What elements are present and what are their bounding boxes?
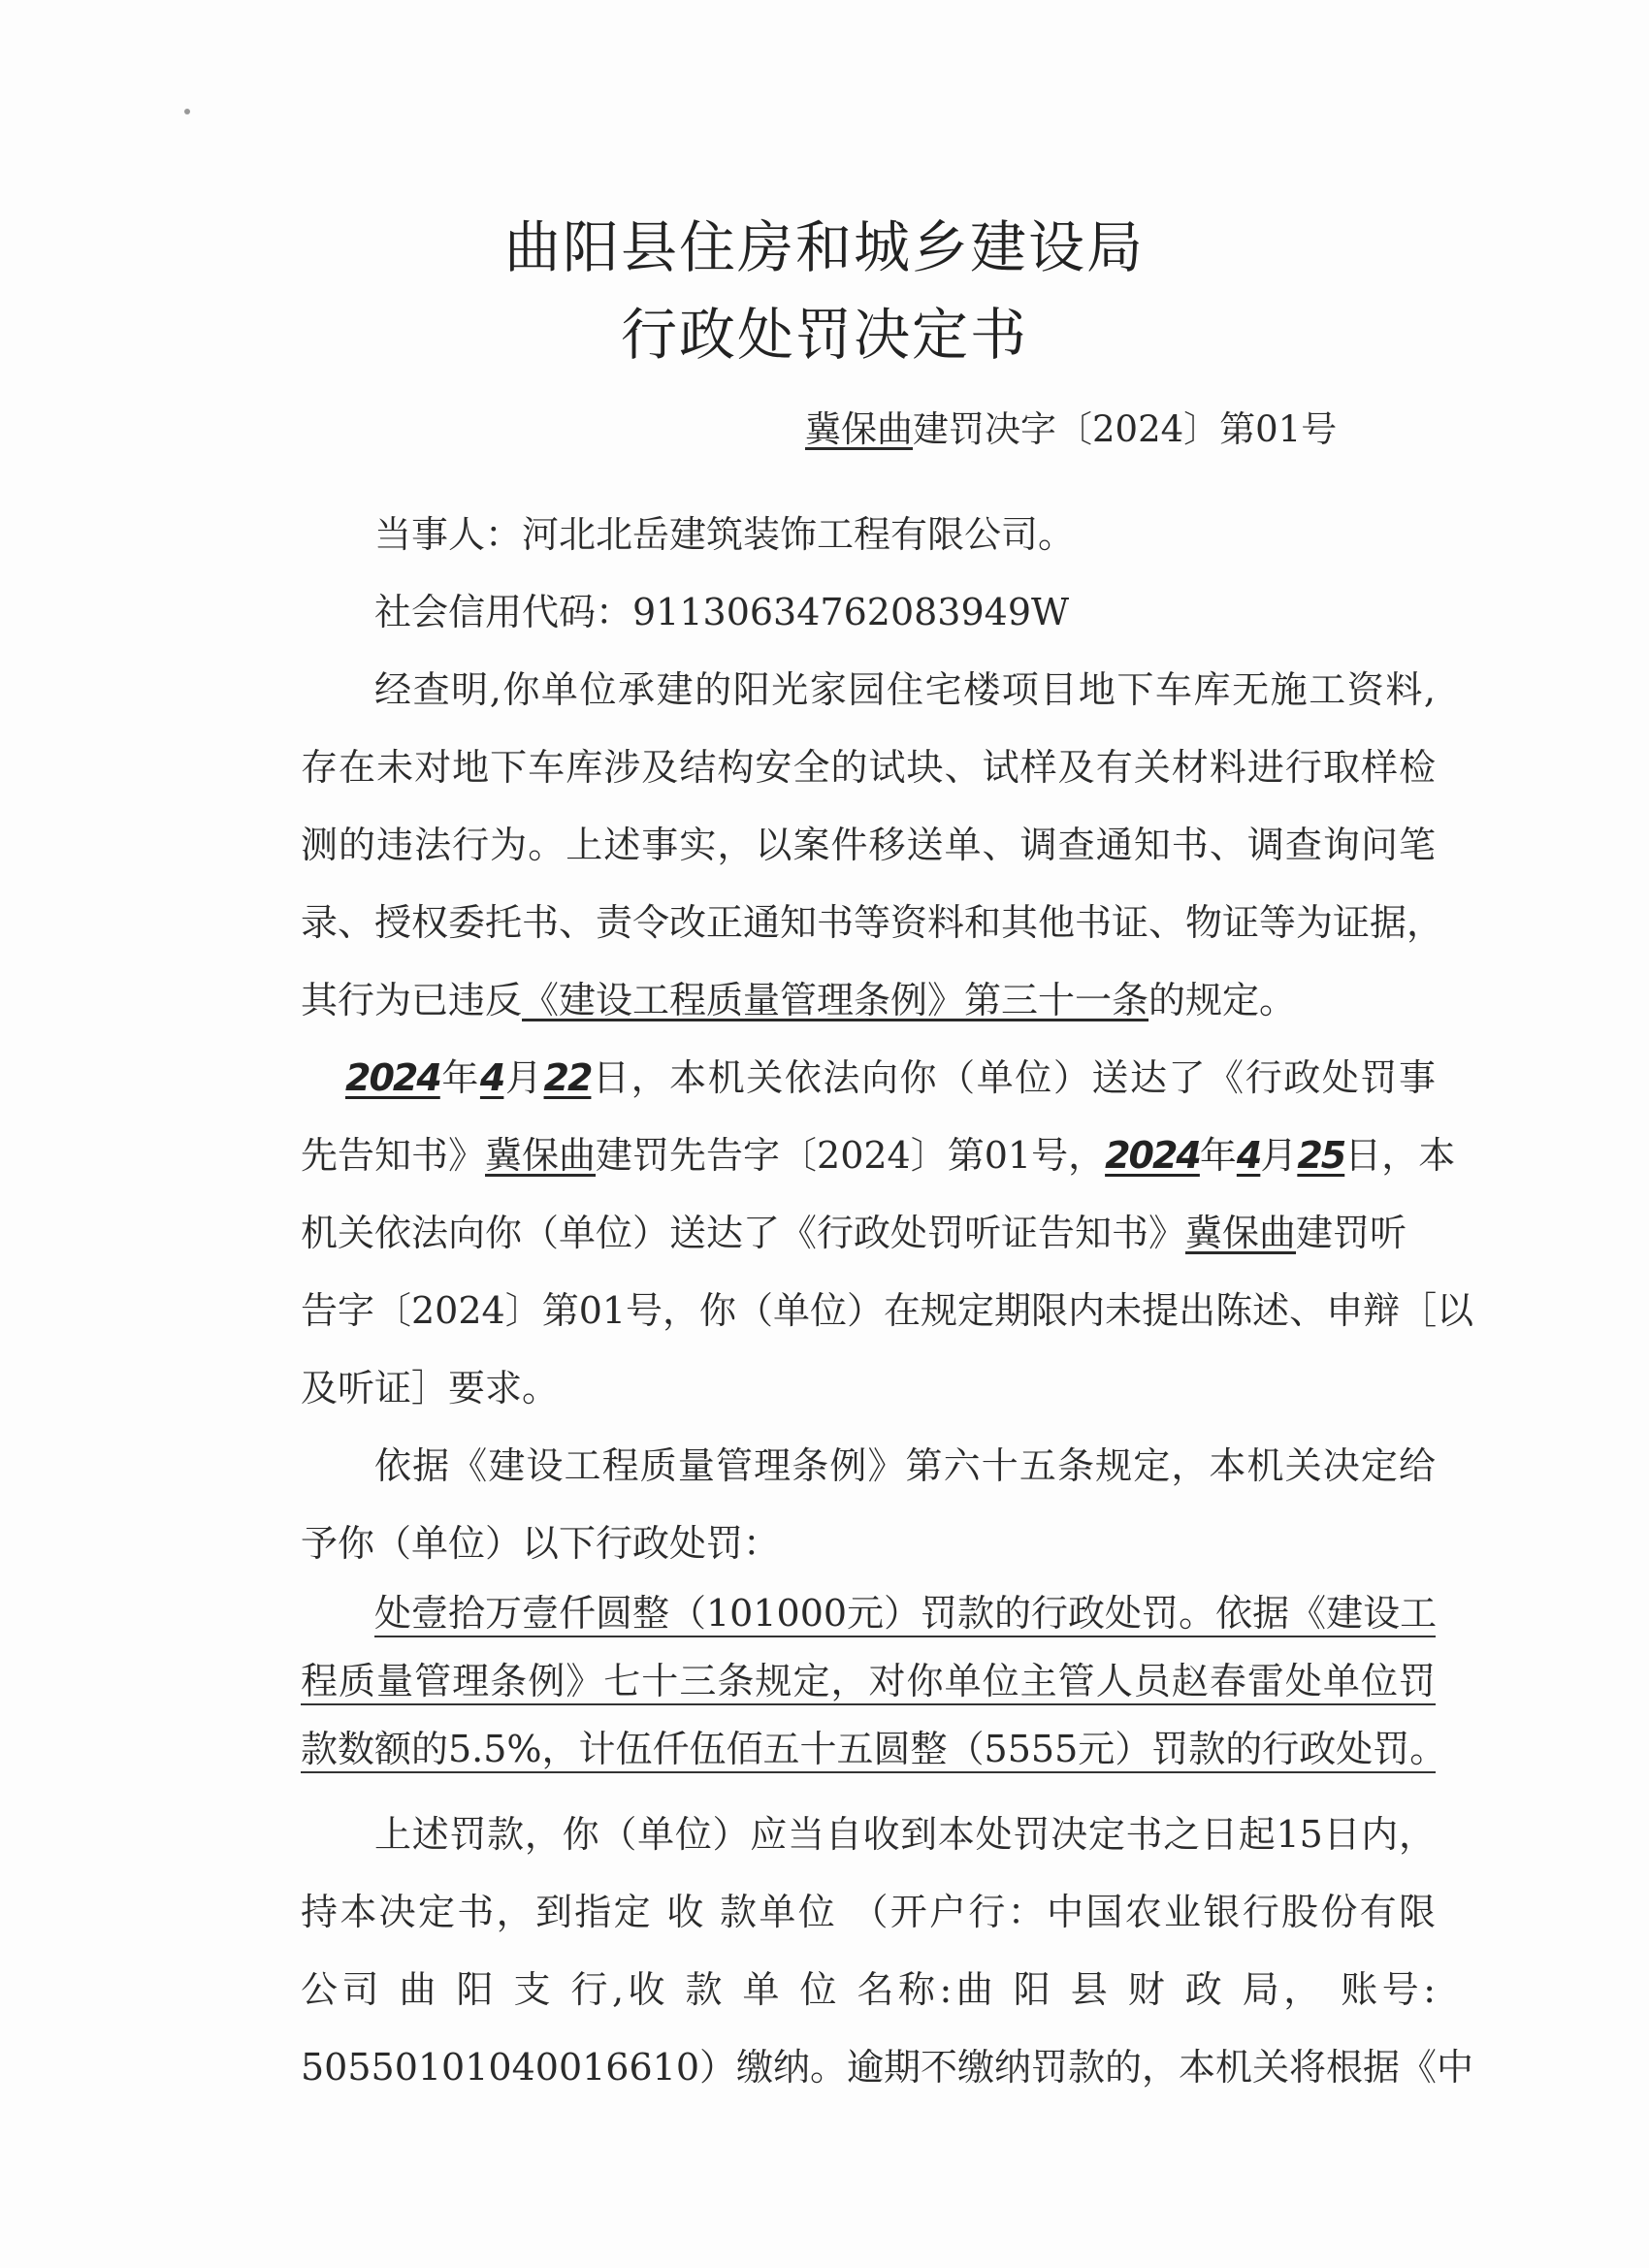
- facts-line-4: 录、授权委托书、责令改正通知书等资料和其他书证、物证等为证据，: [301, 901, 1444, 944]
- basis-line-1: 依据《建设工程质量管理条例》第六十五条规定，本机关决定给: [374, 1444, 1436, 1487]
- notice-line-3: [301, 1212, 1436, 1254]
- facts-line-3: 测的违法行为。上述事实，以案件移送单、调查通知书、调查询问笔: [301, 824, 1436, 866]
- document-number: [805, 400, 1337, 452]
- facts-line-5a: 其行为已违反: [301, 979, 523, 1021]
- payment-line-3: 公司 曲 阳 支 行,收 款 单 位 名称:曲 阳 县 财 政 局， 账号:: [301, 1968, 1436, 2011]
- notice-line-2c: 建罚先告字〔2024〕第01号，: [596, 1134, 1106, 1177]
- handwritten-year-1: 2024: [345, 1056, 440, 1099]
- handwritten-day-1: 22: [543, 1056, 592, 1099]
- facts-line-5: [301, 979, 1436, 1021]
- notice-prefix-3: 冀保曲: [1185, 1212, 1297, 1254]
- notice-line-3a: 机关依法向你（单位）送达了《行政处罚听证告知书》: [301, 1212, 1186, 1254]
- facts-line-2: 存在未对地下车库涉及结构安全的试块、试样及有关材料进行取样检: [301, 746, 1436, 789]
- facts-line-1: 经查明,你单位承建的阳光家园住宅楼项目地下车库无施工资料,: [374, 668, 1436, 711]
- penalty-underline-3: [301, 1771, 1436, 1773]
- handwritten-year-2: 2024: [1105, 1134, 1200, 1177]
- notice-line-2d: 日，本: [1344, 1134, 1456, 1177]
- year-char-2: 年: [1199, 1134, 1237, 1177]
- penalty-underline-1: [374, 1636, 1436, 1637]
- facts-line-5c: 的规定。: [1148, 979, 1297, 1021]
- penalty-line-1: 处壹拾万壹仟圆整（101000元）罚款的行政处罚。依据《建设工: [374, 1592, 1438, 1635]
- year-char-1: 年: [439, 1056, 480, 1099]
- notice-line-2a: 先告知书》: [301, 1134, 486, 1177]
- notice-line-1: [345, 1056, 1436, 1099]
- notice-line-5: 及听证］要求。: [301, 1367, 560, 1409]
- penalty-line-2: 程质量管理条例》七十三条规定，对你单位主管人员赵春雷处单位罚: [301, 1660, 1436, 1702]
- handwritten-day-2: 25: [1297, 1134, 1345, 1177]
- document-title-line2: 行政处罚决定书: [620, 302, 1028, 368]
- scan-speck: [184, 109, 190, 114]
- payment-line-1: 上述罚款，你（单位）应当自收到本处罚决定书之日起15日内，: [374, 1813, 1436, 1856]
- month-char-1: 月: [503, 1056, 544, 1099]
- document-title-line1: 曲阳县住房和城乡建设局: [503, 214, 1145, 280]
- notice-line-4: 告字〔2024〕第01号，你（单位）在规定期限内未提出陈述、申辩［以: [301, 1289, 1474, 1332]
- payment-line-4: 50550101040016610）缴纳。逾期不缴纳罚款的，本机关将根据《中: [301, 2046, 1474, 2089]
- notice-line-3c: 建罚听: [1296, 1212, 1407, 1254]
- handwritten-month-1: 4: [479, 1056, 504, 1099]
- month-char-2: 月: [1260, 1134, 1298, 1177]
- party-name: 当事人：河北北岳建筑装饰工程有限公司。: [374, 513, 1076, 556]
- penalty-line-3: 款数额的5.5%，计伍仟伍佰五十五圆整（5555元）罚款的行政处罚。: [301, 1728, 1447, 1770]
- penalty-underline-2: [301, 1703, 1436, 1705]
- basis-line-2: 予你（单位）以下行政处罚：: [301, 1522, 781, 1565]
- notice-line-2: [301, 1134, 1456, 1177]
- party-credit-code: 社会信用代码：91130634762083949W: [374, 591, 1070, 633]
- notice-prefix-2: 冀保曲: [485, 1134, 597, 1177]
- handwritten-month-2: 4: [1236, 1134, 1261, 1177]
- notice-line-1-rest: 日，本机关依法向你（单位）送达了《行政处罚事: [591, 1056, 1436, 1099]
- payment-line-2: 持本决定书，到指定 收 款单位 （开户行：中国农业银行股份有限: [301, 1891, 1436, 1933]
- document-number-prefix: 冀保曲: [805, 408, 913, 450]
- document-number-rest: 建罚决字〔2024〕第01号: [913, 408, 1338, 450]
- facts-regulation-ref: 《建设工程质量管理条例》第三十一条: [522, 979, 1149, 1021]
